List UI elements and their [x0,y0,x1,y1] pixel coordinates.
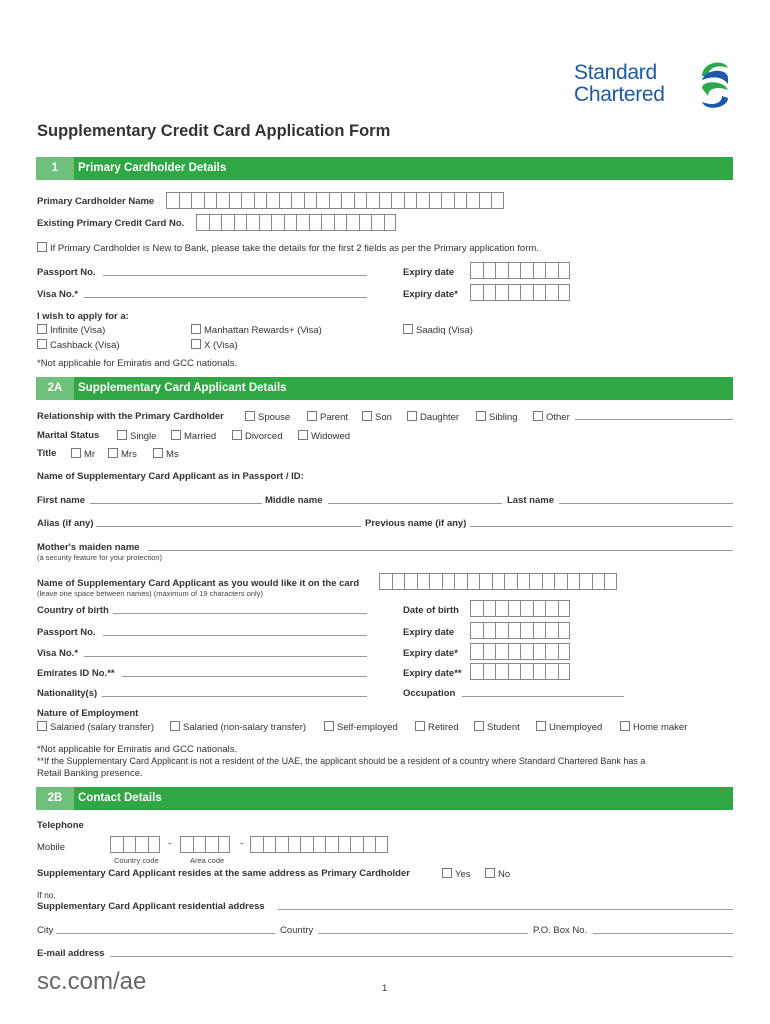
title-label: Title [37,448,57,459]
marital-married[interactable]: Married [171,430,216,442]
char-box[interactable] [363,836,376,853]
char-box[interactable] [404,573,417,590]
char-box[interactable] [291,192,304,209]
checkbox[interactable] [533,411,543,421]
char-box[interactable] [300,836,313,853]
char-box[interactable] [263,836,276,853]
char-box[interactable] [558,622,571,639]
char-box[interactable] [470,262,483,279]
name-passport-label: Name of Supplementary Card Applicant as in Passport / ID: [37,471,304,482]
relation-other[interactable]: Other [533,411,570,423]
relation-other-line[interactable] [575,419,733,420]
char-box[interactable] [533,663,546,680]
char-box[interactable] [529,573,542,590]
visa-expiry-boxes[interactable] [470,284,570,301]
checkbox[interactable] [620,721,630,731]
pobox-line[interactable] [593,933,733,934]
if-no-label: If no, [37,890,56,900]
char-box[interactable] [392,573,405,590]
occupation-label: Occupation [403,688,456,699]
checkbox[interactable] [407,411,417,421]
page-number: 1 [382,983,388,994]
checkbox[interactable] [37,324,47,334]
eid-label: Emirates ID No.** [37,668,115,679]
char-box[interactable] [218,836,231,853]
char-box[interactable] [417,573,430,590]
char-box[interactable] [359,214,372,231]
char-box[interactable] [520,643,533,660]
employment-retired[interactable]: Retired [415,721,459,733]
mobile-dash-2: - [240,838,244,849]
section-number: 2A [36,377,74,400]
section2a-note-1: *Not applicable for Emiratis and GCC nationals. [37,744,238,755]
checkbox[interactable] [108,448,118,458]
checkbox[interactable] [71,448,81,458]
checkbox[interactable] [171,430,181,440]
country-code-boxes[interactable] [110,836,160,853]
expiry-label: Expiry date [403,267,455,278]
char-box[interactable] [470,663,483,680]
country-birth-line[interactable] [113,613,367,614]
visa-2a-label: Visa No.* [37,648,79,659]
checkbox[interactable] [362,411,372,421]
checkbox[interactable] [37,721,47,731]
brand-swirl-icon [694,54,736,114]
char-box[interactable] [354,192,367,209]
page-title: Supplementary Credit Card Application Form [37,122,391,140]
primary-name-label: Primary Cardholder Name [37,196,155,207]
char-box[interactable] [579,573,592,590]
char-box[interactable] [545,622,558,639]
existing-card-label: Existing Primary Credit Card No. [37,218,185,229]
passport-label: Passport No. [37,267,96,278]
char-box[interactable] [375,836,388,853]
eid-expiry-label: Expiry date** [403,668,462,679]
char-box[interactable] [346,214,359,231]
char-box[interactable] [558,643,571,660]
char-box[interactable] [495,622,508,639]
char-box[interactable] [545,600,558,617]
char-box[interactable] [216,192,229,209]
char-box[interactable] [379,192,392,209]
char-box[interactable] [166,192,179,209]
char-box[interactable] [508,663,521,680]
char-box[interactable] [325,836,338,853]
new-to-bank-option[interactable] [37,242,539,254]
telephone-label: Telephone [37,820,84,831]
visa-line[interactable] [84,297,367,298]
char-box[interactable] [271,214,284,231]
char-box[interactable] [533,284,546,301]
middle-name-line[interactable] [328,503,502,504]
relation-sibling[interactable]: Sibling [476,411,518,423]
previous-name-line[interactable] [470,526,733,527]
employment-salaried-non-transfer[interactable]: Salaried (non-salary transfer) [170,721,306,733]
relation-spouse[interactable]: Spouse [245,411,290,423]
section2a-note-2: **If the Supplementary Card Applicant is not a resident of the UAE, the applicant should be a resident of a country where Standard Chartered Bank has a [37,756,646,766]
checkbox[interactable] [324,721,334,731]
checkbox[interactable] [474,721,484,731]
char-box[interactable] [135,836,148,853]
char-box[interactable] [391,192,404,209]
checkbox[interactable] [307,411,317,421]
area-code-boxes[interactable] [180,836,230,853]
char-box[interactable] [567,573,580,590]
email-label: E-mail address [37,948,105,959]
marital-divorced[interactable]: Divorced [232,430,283,442]
nationality-label: Nationality(s) [37,688,98,699]
char-box[interactable] [454,192,467,209]
section-1-header [36,157,733,180]
char-box[interactable] [504,573,517,590]
same-address-yes[interactable]: Yes [442,868,471,880]
section-2b-header [36,787,733,810]
char-box[interactable] [404,192,417,209]
mother-label: Mother's maiden name [37,542,140,553]
char-box[interactable] [229,192,242,209]
relation-parent[interactable]: Parent [307,411,348,423]
char-box[interactable] [495,284,508,301]
mobile-dash-1: - [168,838,172,849]
char-box[interactable] [246,214,259,231]
checkbox[interactable] [232,430,242,440]
char-box[interactable] [470,284,483,301]
card-option-manhattan[interactable]: Manhattan Rewards+ (Visa) [191,324,322,336]
char-box[interactable] [533,262,546,279]
visa-2a-line[interactable] [84,656,367,657]
brand-line2: Chartered [574,83,665,106]
checkbox[interactable] [191,339,201,349]
char-box[interactable] [483,643,496,660]
alias-label: Alias (if any) [37,518,94,529]
footer-url: sc.com/ae [37,968,147,995]
char-box[interactable] [558,600,571,617]
passport-2a-line[interactable] [103,635,367,636]
section1-note: *Not applicable for Emiratis and GCC nationals. [37,358,238,369]
middle-name-label: Middle name [265,495,323,506]
char-box[interactable] [196,214,209,231]
checkbox[interactable] [485,868,495,878]
char-box[interactable] [180,836,193,853]
card-name-label: Name of Supplementary Card Applicant as you would like it on the card [37,578,360,589]
marital-label: Marital Status [37,430,100,441]
char-box[interactable] [483,600,496,617]
char-box[interactable] [467,573,480,590]
char-box[interactable] [558,284,571,301]
previous-name-label: Previous name (if any) [365,518,467,529]
primary-name-boxes[interactable] [166,192,504,209]
char-box[interactable] [495,600,508,617]
section-2a-header [36,377,733,400]
employment-salaried-transfer[interactable]: Salaried (salary transfer) [37,721,154,733]
char-box[interactable] [558,262,571,279]
char-box[interactable] [545,284,558,301]
checkbox[interactable] [170,721,180,731]
marital-single[interactable]: Single [117,430,156,442]
checkbox[interactable] [476,411,486,421]
char-box[interactable] [442,573,455,590]
same-address-no[interactable]: No [485,868,510,880]
employment-self-employed[interactable]: Self-employed [324,721,398,733]
email-line[interactable] [110,956,733,957]
employment-student[interactable]: Student [474,721,520,733]
char-box[interactable] [316,192,329,209]
char-box[interactable] [366,192,379,209]
char-box[interactable] [545,643,558,660]
char-box[interactable] [508,643,521,660]
existing-card-boxes[interactable] [196,214,396,231]
char-box[interactable] [558,663,571,680]
char-box[interactable] [250,836,263,853]
passport-2a-label: Passport No. [37,627,96,638]
char-box[interactable] [371,214,384,231]
char-box[interactable] [254,192,267,209]
last-name-line[interactable] [559,503,733,504]
marital-widowed[interactable]: Widowed [298,430,350,442]
char-box[interactable] [148,836,161,853]
country-line[interactable] [318,933,528,934]
char-box[interactable] [350,836,363,853]
brand-line1: Standard [574,61,657,84]
checkbox[interactable] [298,430,308,440]
mother-note: (a security feature for your protection) [37,553,163,562]
passport-2a-expiry-boxes[interactable] [470,622,570,639]
char-box[interactable] [193,836,206,853]
char-box[interactable] [123,836,136,853]
char-box[interactable] [279,192,292,209]
char-box[interactable] [241,192,254,209]
char-box[interactable] [304,192,317,209]
country-birth-label: Country of birth [37,605,109,616]
section-title: Contact Details [78,792,162,804]
employment-unemployed[interactable]: Unemployed [536,721,602,733]
section-number: 2B [36,787,74,810]
char-box[interactable] [470,643,483,660]
section-number: 1 [36,157,74,180]
char-box[interactable] [545,262,558,279]
visa-2a-expiry-label: Expiry date* [403,648,458,659]
visa-expiry-label: Expiry date* [403,289,458,300]
char-box[interactable] [338,836,351,853]
city-label: City [37,925,54,936]
title-mr[interactable]: Mr [71,448,95,460]
visa-2a-expiry-boxes[interactable] [470,643,570,660]
section-title: Supplementary Card Applicant Details [78,382,287,394]
char-box[interactable] [234,214,247,231]
passport-2a-expiry-label: Expiry date [403,627,455,638]
char-box[interactable] [508,284,521,301]
city-line[interactable] [56,933,275,934]
char-box[interactable] [495,643,508,660]
char-box[interactable] [604,573,617,590]
char-box[interactable] [321,214,334,231]
char-box[interactable] [205,836,218,853]
nationality-line[interactable] [102,696,367,697]
char-box[interactable] [284,214,297,231]
char-box[interactable] [454,573,467,590]
new-to-bank-text: If Primary Cardholder is New to Bank, please take the details for the first 2 fields as per the Primary application form. [50,243,539,254]
card-option-infinite[interactable]: Infinite (Visa) [37,324,105,336]
char-box[interactable] [191,192,204,209]
char-box[interactable] [429,192,442,209]
char-box[interactable] [441,192,454,209]
char-box[interactable] [491,192,504,209]
char-box[interactable] [384,214,397,231]
char-box[interactable] [470,622,483,639]
card-option-x[interactable]: X (Visa) [191,339,238,351]
char-box[interactable] [508,262,521,279]
eid-expiry-boxes[interactable] [470,663,570,680]
employment-home-maker[interactable]: Home maker [620,721,687,733]
passport-line[interactable] [103,275,367,276]
residential-label: Supplementary Card Applicant residential address [37,901,265,912]
section-title: Primary Cardholder Details [78,162,227,174]
alias-line[interactable] [96,526,361,527]
checkbox[interactable] [442,868,452,878]
char-box[interactable] [259,214,272,231]
card-name-note: (leave one space between names) (maximum of 19 characters only) [37,589,263,598]
char-box[interactable] [508,622,521,639]
checkbox[interactable] [415,721,425,731]
checkbox[interactable] [153,448,163,458]
char-box[interactable] [520,622,533,639]
mother-line[interactable] [148,550,733,551]
card-option-cashback[interactable]: Cashback (Visa) [37,339,120,351]
char-box[interactable] [542,573,555,590]
employment-label: Nature of Employment [37,708,139,719]
char-box[interactable] [492,573,505,590]
char-box[interactable] [309,214,322,231]
char-box[interactable] [533,622,546,639]
mobile-number-boxes[interactable] [250,836,388,853]
char-box[interactable] [334,214,347,231]
char-box[interactable] [520,262,533,279]
country-label: Country [280,925,314,936]
pobox-label: P.O. Box No. [533,925,588,936]
relationship-label: Relationship with the Primary Cardholder [37,411,224,422]
wish-label: I wish to apply for a: [37,311,129,322]
char-box[interactable] [204,192,217,209]
char-box[interactable] [533,600,546,617]
char-box[interactable] [483,663,496,680]
char-box[interactable] [221,214,234,231]
char-box[interactable] [520,600,533,617]
first-name-line[interactable] [90,503,262,504]
char-box[interactable] [329,192,342,209]
checkbox[interactable] [37,242,47,252]
char-box[interactable] [179,192,192,209]
dob-label: Date of birth [403,605,459,616]
char-box[interactable] [379,573,392,590]
title-mrs[interactable]: Mrs [108,448,137,460]
area-code-label: Area code [190,856,225,865]
expiry-boxes[interactable] [470,262,570,279]
mobile-label: Mobile [37,842,65,853]
char-box[interactable] [479,192,492,209]
checkbox[interactable] [403,324,413,334]
section2a-note-3: Retail Banking presence. [37,768,143,779]
visa-label: Visa No.* [37,289,79,300]
char-box[interactable] [275,836,288,853]
residential-line[interactable] [278,909,733,910]
char-box[interactable] [495,262,508,279]
checkbox[interactable] [245,411,255,421]
brand-logo [574,62,665,105]
char-box[interactable] [466,192,479,209]
char-box[interactable] [470,600,483,617]
relation-son[interactable]: Son [362,411,392,423]
checkbox[interactable] [536,721,546,731]
char-box[interactable] [479,573,492,590]
char-box[interactable] [110,836,123,853]
char-box[interactable] [429,573,442,590]
relation-daughter[interactable]: Daughter [407,411,459,423]
char-box[interactable] [545,663,558,680]
char-box[interactable] [266,192,279,209]
char-box[interactable] [508,600,521,617]
char-box[interactable] [520,663,533,680]
dob-boxes[interactable] [470,600,570,617]
char-box[interactable] [520,284,533,301]
last-name-label: Last name [507,495,554,506]
checkbox[interactable] [117,430,127,440]
card-name-boxes[interactable] [379,573,617,590]
first-name-label: First name [37,495,86,506]
char-box[interactable] [313,836,326,853]
char-box[interactable] [483,284,496,301]
char-box[interactable] [416,192,429,209]
char-box[interactable] [533,643,546,660]
checkbox[interactable] [37,339,47,349]
char-box[interactable] [592,573,605,590]
char-box[interactable] [296,214,309,231]
char-box[interactable] [288,836,301,853]
title-ms[interactable]: Ms [153,448,179,460]
char-box[interactable] [517,573,530,590]
char-box[interactable] [483,622,496,639]
country-code-label: Country code [114,856,159,865]
checkbox[interactable] [191,324,201,334]
card-option-saadiq[interactable]: Saadiq (Visa) [403,324,473,336]
char-box[interactable] [483,262,496,279]
char-box[interactable] [495,663,508,680]
char-box[interactable] [209,214,222,231]
eid-line[interactable] [122,676,367,677]
occupation-line[interactable] [462,696,624,697]
same-address-label: Supplementary Card Applicant resides at the same address as Primary Cardholder [37,868,410,879]
char-box[interactable] [341,192,354,209]
char-box[interactable] [554,573,567,590]
